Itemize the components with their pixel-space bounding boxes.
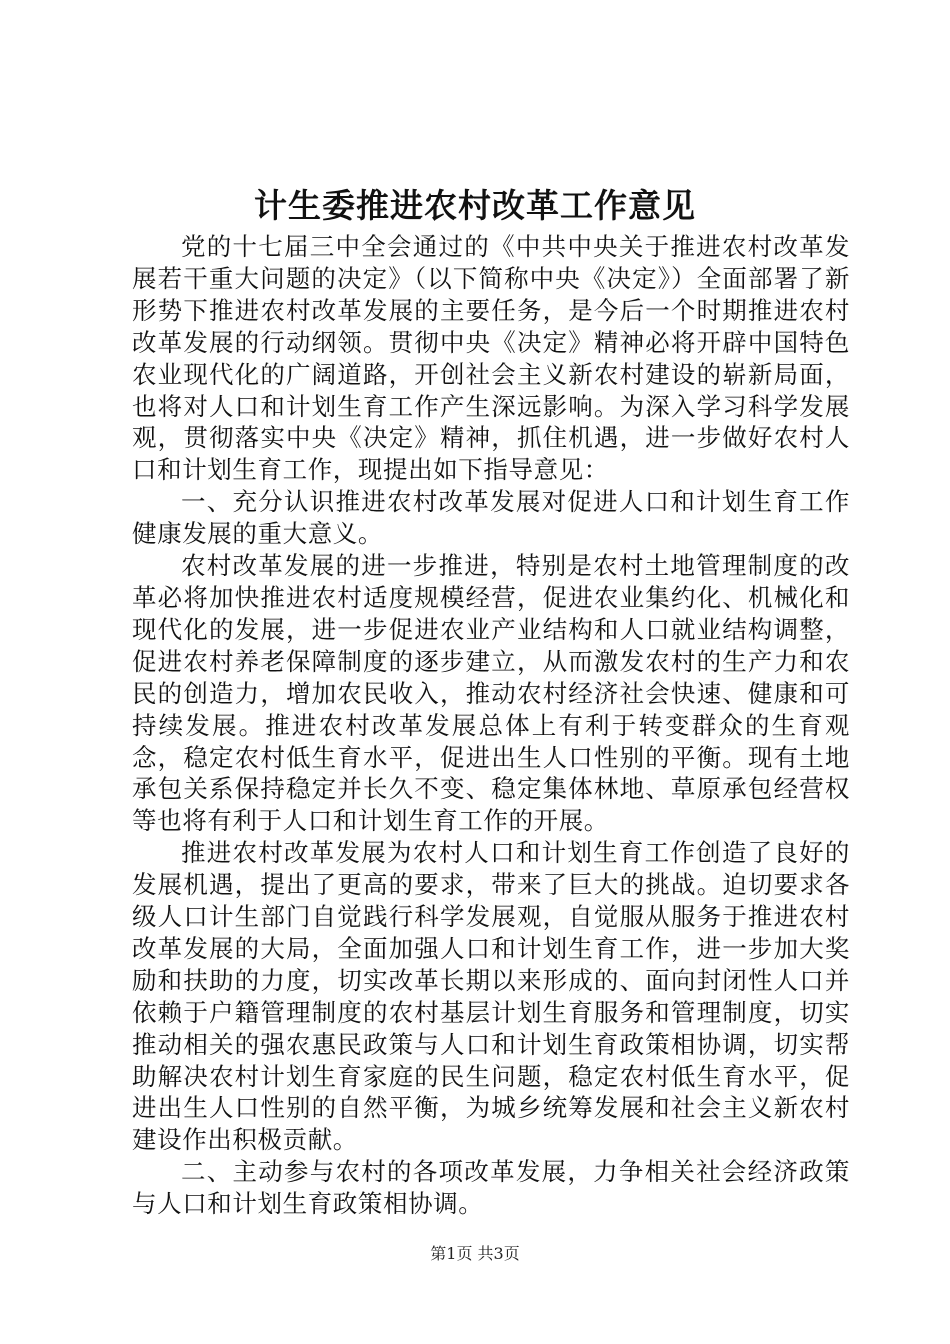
section-heading-1: 一、充分认识推进农村改革发展对促进人口和计划生育工作健康发展的重大意义。 (132, 487, 850, 549)
section-heading-2: 二、主动参与农村的各项改革发展，力争相关社会经济政策与人口和计划生育政策相协调。 (132, 1157, 850, 1219)
document-body (132, 231, 850, 1220)
document-title: 计生委推进农村改革工作意见 (254, 186, 696, 225)
paragraph-intro: 党的十七届三中全会通过的《中共中央关于推进农村改革发展若干重大问题的决定》（以下简称中央《决定》）全面部署了新形势下推进农村改革发展的主要任务，是今后一个时期推进农村改革发展的行动纲领。贯彻中央《决定》精神必将开辟中国特色农业现代化的广阔道路，开创社会主义新农村建设的崭新局面，也将对人口和计划生育工作产生深远影响。为深入学习科学发展观，贯彻落实中央《决定》精神，抓住机遇，进一步做好农村人口和计划生育工作，现提出如下指导意见： (132, 232, 850, 485)
paragraph-section-1-b: 推进农村改革发展为农村人口和计划生育工作创造了良好的发展机遇，提出了更高的要求，带来了巨大的挑战。迫切要求各级人口计生部门自觉践行科学发展观，自觉服从服务于推进农村改革发展的大局，全面加强人口和计划生育工作，进一步加大奖励和扶助的力度，切实改革长期以来形成的、面向封闭性人口并依赖于户籍管理制度的农村基层计划生育服务和管理制度，切实推动相关的强农惠民政策与人口和计划生育政策相协调，切实帮助解决农村计划生育家庭的民生问题，稳定农村低生育水平，促进出生人口性别的自然平衡，为城乡统筹发展和社会主义新农村建设作出积极贡献。 (132, 838, 850, 1155)
paragraph-section-1-a: 农村改革发展的进一步推进，特别是农村土地管理制度的改革必将加快推进农村适度规模经营，促进农业集约化、机械化和现代化的发展，进一步促进农业产业结构和人口就业结构调整，促进农村养老保障制度的逐步建立，从而激发农村的生产力和农民的创造力，增加农民收入，推动农村经济社会快速、健康和可持续发展。推进农村改革发展总体上有利于转变群众的生育观念，稳定农村低生育水平，促进出生人口性别的平衡。现有土地承包关系保持稳定并长久不变、稳定集体林地、草原承包经营权等也将有利于人口和计划生育工作的开展。 (132, 551, 850, 836)
page-footer: 第1页 共3页 (430, 1244, 520, 1263)
